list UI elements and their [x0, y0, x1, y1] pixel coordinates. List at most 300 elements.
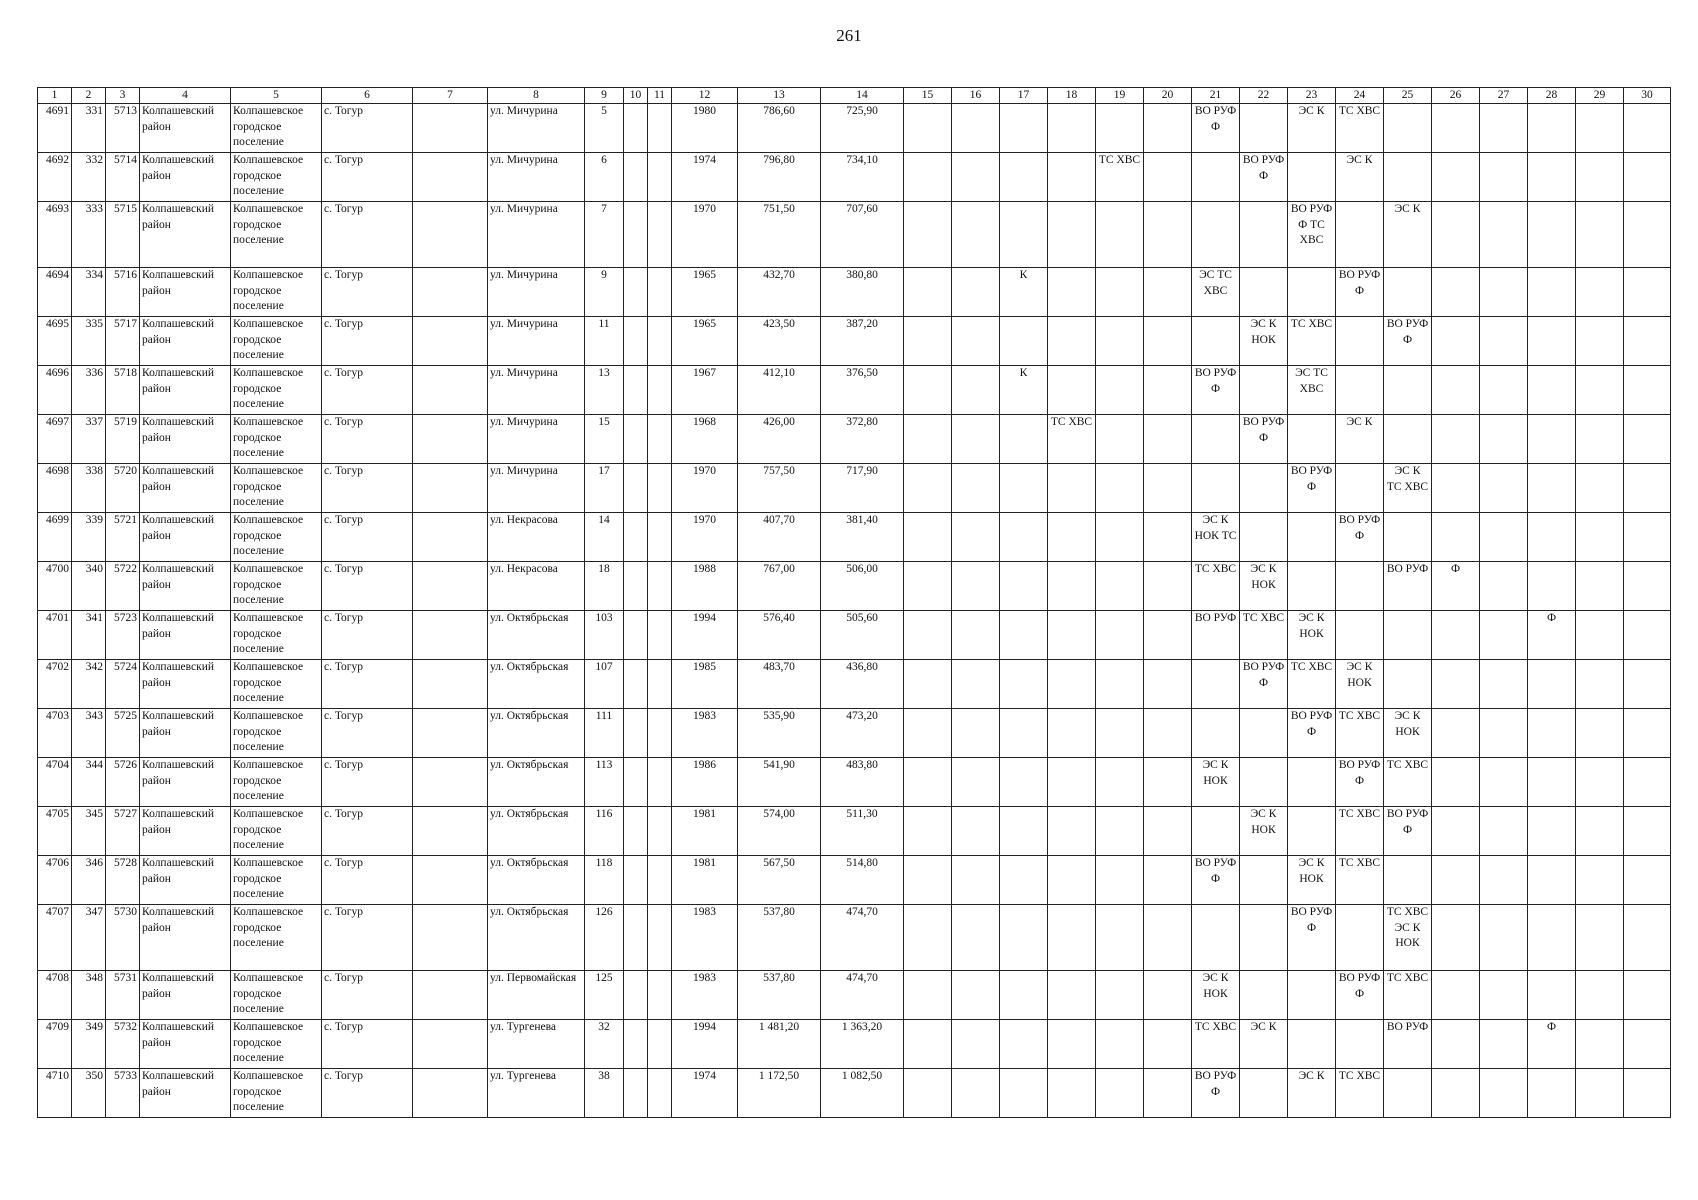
table-cell: 483,80 [821, 758, 904, 807]
column-header: 27 [1480, 88, 1528, 104]
table-cell [1432, 660, 1480, 709]
table-cell: 725,90 [821, 104, 904, 153]
table-cell: 4705 [38, 807, 72, 856]
column-header: 30 [1624, 88, 1671, 104]
table-cell [1432, 317, 1480, 366]
table-cell: с. Тогур [322, 464, 413, 513]
table-cell [1096, 1069, 1144, 1118]
column-header: 17 [1000, 88, 1048, 104]
table-cell [413, 807, 488, 856]
table-cell: 333 [72, 202, 106, 268]
table-cell: ЭС К НОК [1240, 562, 1288, 611]
table-cell: 5716 [106, 268, 140, 317]
table-cell [413, 611, 488, 660]
table-cell [1288, 513, 1336, 562]
table-cell: 514,80 [821, 856, 904, 905]
table-cell: 1985 [672, 660, 738, 709]
column-header: 12 [672, 88, 738, 104]
table-cell: 4692 [38, 153, 72, 202]
table-cell: 387,20 [821, 317, 904, 366]
table-cell [1096, 415, 1144, 464]
column-header: 7 [413, 88, 488, 104]
table-cell: Колпашевский район [140, 856, 231, 905]
table-row [38, 905, 1671, 971]
table-cell: 506,00 [821, 562, 904, 611]
table-cell: 707,60 [821, 202, 904, 268]
table-cell [952, 415, 1000, 464]
table-cell: 339 [72, 513, 106, 562]
table-cell [1096, 464, 1144, 513]
table-cell [1096, 709, 1144, 758]
table-cell: ул. Тургенева [488, 1020, 585, 1069]
table-cell [1240, 905, 1288, 971]
table-cell [1576, 366, 1624, 415]
table-cell [1480, 1069, 1528, 1118]
table-cell: 372,80 [821, 415, 904, 464]
table-cell [1432, 415, 1480, 464]
table-cell: Колпашевский район [140, 905, 231, 971]
table-cell: ЭС К НОК [1192, 758, 1240, 807]
table-cell [904, 709, 952, 758]
table-cell [1528, 415, 1576, 464]
table-cell [648, 660, 672, 709]
table-cell [1048, 104, 1096, 153]
table-cell [1528, 153, 1576, 202]
table-cell [904, 611, 952, 660]
table-cell: Колпашевский район [140, 1020, 231, 1069]
table-cell [1336, 366, 1384, 415]
table-cell [1000, 807, 1048, 856]
table-cell: ВО РУФ Ф [1192, 366, 1240, 415]
table-cell: ЭС К НОК [1384, 709, 1432, 758]
table-cell: 5732 [106, 1020, 140, 1069]
table-row [38, 709, 1671, 758]
table-cell [1480, 513, 1528, 562]
table-cell [1048, 1069, 1096, 1118]
table-cell [1432, 758, 1480, 807]
table-cell [1576, 415, 1624, 464]
table-cell: с. Тогур [322, 709, 413, 758]
table-cell [1144, 905, 1192, 971]
table-cell: 4708 [38, 971, 72, 1020]
table-cell [904, 856, 952, 905]
table-cell: ТС ХВС ЭС К НОК [1384, 905, 1432, 971]
table-cell [1000, 660, 1048, 709]
table-cell [1432, 153, 1480, 202]
table-cell: 4709 [38, 1020, 72, 1069]
table-cell: Колпашевское городское поселение [231, 268, 322, 317]
table-cell [904, 758, 952, 807]
table-cell [1480, 660, 1528, 709]
column-header: 10 [624, 88, 648, 104]
table-cell: Колпашевское городское поселение [231, 758, 322, 807]
table-cell: 4701 [38, 611, 72, 660]
table-cell [1480, 856, 1528, 905]
table-cell [1432, 856, 1480, 905]
table-cell: ТС ХВС [1288, 317, 1336, 366]
table-cell: 1983 [672, 971, 738, 1020]
table-cell: 1967 [672, 366, 738, 415]
table-cell: Колпашевское городское поселение [231, 415, 322, 464]
table-cell: с. Тогур [322, 1069, 413, 1118]
table-cell: 17 [585, 464, 624, 513]
table-cell: 1970 [672, 464, 738, 513]
table-cell [1288, 415, 1336, 464]
table-cell [1336, 202, 1384, 268]
table-cell [1048, 971, 1096, 1020]
table-cell [1240, 464, 1288, 513]
table-cell [1480, 268, 1528, 317]
table-cell [1288, 807, 1336, 856]
table-cell [1144, 611, 1192, 660]
column-header: 9 [585, 88, 624, 104]
table-cell: 15 [585, 415, 624, 464]
table-cell [1192, 464, 1240, 513]
table-cell: ЭС ТС ХВС [1288, 366, 1336, 415]
table-cell: ул. Октябрьская [488, 807, 585, 856]
table-cell: 473,20 [821, 709, 904, 758]
table-cell [1480, 971, 1528, 1020]
table-cell: Колпашевское городское поселение [231, 104, 322, 153]
table-cell: с. Тогур [322, 513, 413, 562]
table-cell: 1 481,20 [738, 1020, 821, 1069]
table-cell [624, 971, 648, 1020]
table-cell [1336, 464, 1384, 513]
table-cell [1048, 202, 1096, 268]
column-header: 13 [738, 88, 821, 104]
table-cell [413, 971, 488, 1020]
table-cell [1144, 562, 1192, 611]
table-cell [904, 1020, 952, 1069]
table-cell [648, 464, 672, 513]
table-cell [952, 758, 1000, 807]
table-cell [1528, 104, 1576, 153]
table-cell [1432, 513, 1480, 562]
table-cell: ул. Октябрьская [488, 856, 585, 905]
table-cell: ВО РУФ Ф [1192, 856, 1240, 905]
table-cell [1288, 758, 1336, 807]
table-cell [1576, 758, 1624, 807]
table-cell [952, 1020, 1000, 1069]
table-cell [624, 905, 648, 971]
table-cell [624, 709, 648, 758]
table-cell [1192, 709, 1240, 758]
table-cell: ЭС К [1288, 1069, 1336, 1118]
column-header: 25 [1384, 88, 1432, 104]
table-cell [1432, 709, 1480, 758]
table-cell: с. Тогур [322, 971, 413, 1020]
table-cell [1384, 513, 1432, 562]
table-cell [1528, 464, 1576, 513]
table-cell: Колпашевское городское поселение [231, 1020, 322, 1069]
table-cell [1528, 513, 1576, 562]
table-cell: ВО РУФ Ф [1288, 709, 1336, 758]
table-cell [1144, 513, 1192, 562]
table-cell: Колпашевский район [140, 660, 231, 709]
table-cell: 4691 [38, 104, 72, 153]
column-header: 2 [72, 88, 106, 104]
table-cell: ул. Мичурина [488, 153, 585, 202]
table-cell [1144, 856, 1192, 905]
table-cell [1624, 807, 1671, 856]
table-cell: ТС ХВС [1192, 562, 1240, 611]
table-cell: 343 [72, 709, 106, 758]
table-cell [1336, 562, 1384, 611]
table-cell [648, 415, 672, 464]
table-cell: 5722 [106, 562, 140, 611]
table-cell: 751,50 [738, 202, 821, 268]
table-cell [1624, 153, 1671, 202]
table-cell: 1974 [672, 1069, 738, 1118]
table-cell: 436,80 [821, 660, 904, 709]
table-row [38, 317, 1671, 366]
table-cell [1576, 660, 1624, 709]
column-header: 6 [322, 88, 413, 104]
table-cell [648, 807, 672, 856]
table-cell: ВО РУФ Ф [1336, 758, 1384, 807]
table-cell: 346 [72, 856, 106, 905]
table-cell [648, 202, 672, 268]
table-cell [1480, 202, 1528, 268]
table-cell [1048, 1020, 1096, 1069]
table-cell: 567,50 [738, 856, 821, 905]
table-cell [1576, 268, 1624, 317]
table-cell [413, 317, 488, 366]
table-cell: Колпашевское городское поселение [231, 464, 322, 513]
table-cell: 786,60 [738, 104, 821, 153]
column-header: 26 [1432, 88, 1480, 104]
table-cell [1624, 971, 1671, 1020]
table-cell: 341 [72, 611, 106, 660]
table-cell [1000, 415, 1048, 464]
table-cell [648, 513, 672, 562]
table-cell: 1994 [672, 611, 738, 660]
table-cell [1144, 660, 1192, 709]
table-cell: 380,80 [821, 268, 904, 317]
table-cell: Колпашевское городское поселение [231, 856, 322, 905]
table-cell: 331 [72, 104, 106, 153]
table-cell: ул. Некрасова [488, 513, 585, 562]
table-cell: 5723 [106, 611, 140, 660]
table-cell: Ф [1432, 562, 1480, 611]
table-row [38, 104, 1671, 153]
table-cell: 125 [585, 971, 624, 1020]
table-cell: Колпашевский район [140, 464, 231, 513]
table-cell: 426,00 [738, 415, 821, 464]
table-cell: 118 [585, 856, 624, 905]
table-cell: 5727 [106, 807, 140, 856]
table-cell [1576, 611, 1624, 660]
table-cell [1384, 660, 1432, 709]
table-cell: с. Тогур [322, 1020, 413, 1069]
table-cell: ВО РУФ Ф [1336, 268, 1384, 317]
table-cell [413, 104, 488, 153]
table-cell [1480, 366, 1528, 415]
table-cell: 334 [72, 268, 106, 317]
table-cell [1480, 1020, 1528, 1069]
column-header: 18 [1048, 88, 1096, 104]
table-cell: ВО РУФ [1384, 562, 1432, 611]
table-cell [952, 464, 1000, 513]
table-cell [1240, 513, 1288, 562]
table-cell: 38 [585, 1069, 624, 1118]
table-cell: 340 [72, 562, 106, 611]
table-cell: 6 [585, 153, 624, 202]
table-cell: 338 [72, 464, 106, 513]
table-cell [1000, 464, 1048, 513]
table-cell: ул. Мичурина [488, 464, 585, 513]
table-cell: 9 [585, 268, 624, 317]
table-cell [952, 660, 1000, 709]
table-cell [1624, 905, 1671, 971]
table-cell [1576, 562, 1624, 611]
table-cell [1048, 905, 1096, 971]
table-cell: ТС ХВС [1048, 415, 1096, 464]
column-header: 21 [1192, 88, 1240, 104]
table-cell: 474,70 [821, 971, 904, 1020]
table-cell: 1981 [672, 856, 738, 905]
table-cell: ТС ХВС [1288, 660, 1336, 709]
table-cell: ТС ХВС [1384, 971, 1432, 1020]
column-header: 14 [821, 88, 904, 104]
table-cell: ЭС К НОК [1192, 971, 1240, 1020]
table-cell: ул. Октябрьская [488, 709, 585, 758]
table-cell [1384, 611, 1432, 660]
table-cell: ул. Мичурина [488, 415, 585, 464]
table-cell: ЭС К [1336, 153, 1384, 202]
table-cell [1624, 415, 1671, 464]
table-row [38, 611, 1671, 660]
table-cell: ул. Октябрьская [488, 611, 585, 660]
table-cell: с. Тогур [322, 268, 413, 317]
table-cell: ЭС К [1336, 415, 1384, 464]
table-row [38, 562, 1671, 611]
table-cell [1576, 1069, 1624, 1118]
table-cell: 767,00 [738, 562, 821, 611]
table-cell [1432, 1020, 1480, 1069]
table-cell: ул. Некрасова [488, 562, 585, 611]
table-cell [413, 415, 488, 464]
table-cell [1480, 709, 1528, 758]
table-cell [1480, 317, 1528, 366]
table-cell [1144, 202, 1192, 268]
table-cell [624, 562, 648, 611]
table-cell [648, 562, 672, 611]
column-header: 1 [38, 88, 72, 104]
table-cell [1480, 562, 1528, 611]
table-cell: Колпашевский район [140, 268, 231, 317]
table-cell: 103 [585, 611, 624, 660]
table-cell [1096, 268, 1144, 317]
table-cell [1000, 971, 1048, 1020]
table-cell: Колпашевское городское поселение [231, 971, 322, 1020]
table-cell [904, 317, 952, 366]
table-cell: 13 [585, 366, 624, 415]
table-cell: ТС ХВС [1240, 611, 1288, 660]
table-cell [1432, 202, 1480, 268]
table-cell [1048, 464, 1096, 513]
table-cell [1048, 366, 1096, 415]
table-cell [1240, 366, 1288, 415]
table-cell: 342 [72, 660, 106, 709]
table-cell [1624, 513, 1671, 562]
table-row [38, 513, 1671, 562]
table-cell: 796,80 [738, 153, 821, 202]
column-header: 24 [1336, 88, 1384, 104]
table-cell [952, 905, 1000, 971]
table-cell [952, 153, 1000, 202]
table-cell: ул. Мичурина [488, 366, 585, 415]
table-cell [1480, 104, 1528, 153]
table-cell: 412,10 [738, 366, 821, 415]
table-cell: 5715 [106, 202, 140, 268]
table-cell: ВО РУФ Ф ТС ХВС [1288, 202, 1336, 268]
table-row [38, 856, 1671, 905]
table-cell [1192, 153, 1240, 202]
table-cell: 734,10 [821, 153, 904, 202]
table-cell [1624, 709, 1671, 758]
table-cell [1000, 202, 1048, 268]
table-cell [1384, 856, 1432, 905]
table-cell [624, 104, 648, 153]
table-cell: 757,50 [738, 464, 821, 513]
table-cell: Колпашевское городское поселение [231, 1069, 322, 1118]
table-cell [1000, 709, 1048, 758]
table-cell: ЭС К НОК [1288, 611, 1336, 660]
table-cell: 5724 [106, 660, 140, 709]
table-cell: Колпашевский район [140, 366, 231, 415]
table-cell: 4703 [38, 709, 72, 758]
table-cell [648, 905, 672, 971]
table-cell [1048, 856, 1096, 905]
table-cell: с. Тогур [322, 153, 413, 202]
table-cell [904, 415, 952, 464]
table-cell: 574,00 [738, 807, 821, 856]
table-cell: 505,60 [821, 611, 904, 660]
table-cell [1576, 202, 1624, 268]
table-cell: ул. Октябрьская [488, 660, 585, 709]
table-cell [1240, 268, 1288, 317]
table-cell: 5730 [106, 905, 140, 971]
table-cell [1096, 807, 1144, 856]
table-cell: Колпашевское городское поселение [231, 562, 322, 611]
table-cell [1096, 1020, 1144, 1069]
table-cell: Колпашевский район [140, 709, 231, 758]
table-cell [1576, 513, 1624, 562]
table-row [38, 268, 1671, 317]
table-cell [1528, 971, 1576, 1020]
table-cell [1480, 905, 1528, 971]
table-cell: ЭС К НОК [1336, 660, 1384, 709]
table-cell [1144, 317, 1192, 366]
table-cell [413, 660, 488, 709]
table-cell [624, 856, 648, 905]
table-cell [413, 153, 488, 202]
column-header: 15 [904, 88, 952, 104]
table-row [38, 464, 1671, 513]
table-cell [648, 153, 672, 202]
table-cell [1432, 366, 1480, 415]
table-cell: с. Тогур [322, 905, 413, 971]
table-cell [952, 202, 1000, 268]
table-cell: Колпашевский район [140, 1069, 231, 1118]
table-cell [1000, 317, 1048, 366]
table-cell [413, 202, 488, 268]
table-cell [1528, 366, 1576, 415]
table-cell [1432, 611, 1480, 660]
table-cell: Ф [1528, 1020, 1576, 1069]
table-cell [1048, 807, 1096, 856]
